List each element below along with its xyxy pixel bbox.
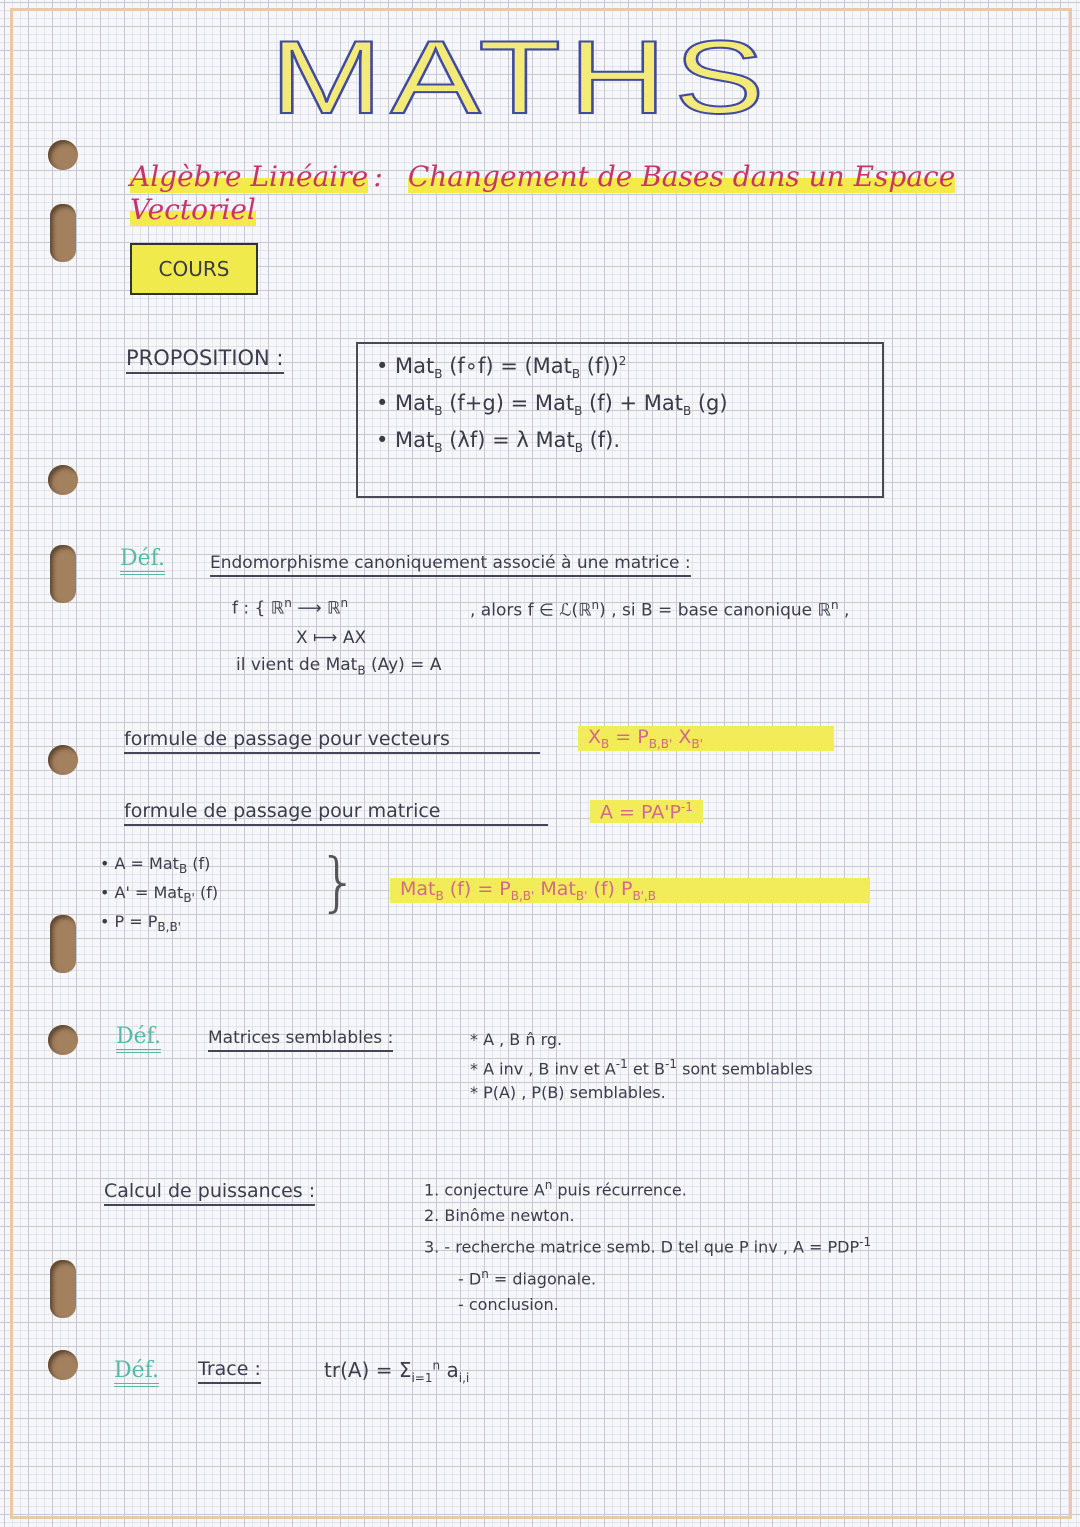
similar-list: [470, 1028, 813, 1105]
step: - conclusion.: [458, 1294, 559, 1314]
step: 2. Binôme newton.: [424, 1206, 575, 1226]
def-tag: Déf.: [114, 1358, 159, 1387]
binder-hole: [50, 545, 76, 603]
powers-steps: [424, 1172, 871, 1318]
step: - $D^n$ = diagonale.: [458, 1266, 597, 1288]
def-tag: Déf.: [116, 1024, 161, 1053]
header: [130, 160, 1080, 226]
page-title: MATHS: [270, 20, 773, 136]
brace: }: [318, 846, 359, 920]
header-separator: :: [373, 160, 383, 193]
list-item: * A , B n̂ rg.: [470, 1030, 563, 1049]
formula-conditions: [100, 852, 218, 940]
binder-hole: [48, 140, 78, 170]
proposition-line: • Mat$_B$ (λf) = λ Mat$_B$ (f).: [376, 428, 621, 456]
formula-matrix-result: Mat$_B$ $(f) = P_{B,B'}$ Mat$_{B'}$ (f) $P_{B',B}$: [390, 878, 870, 903]
trace-formula: $tr(A) = \Sigma_{i=1}^n$ $a_{i,i}$: [324, 1358, 470, 1385]
def-title: Matrices semblables :: [208, 1028, 393, 1052]
step: 3. - recherche matrice semb. D tel que P inv , $A = PDP^{-1}$: [424, 1235, 872, 1257]
def-line: f : { ℝ$^n$ ⟶ ℝ$^n$: [232, 596, 349, 619]
list-item: * P(A) , P(B) semblables.: [470, 1083, 666, 1103]
subject-heading: Algèbre Linéaire: [130, 160, 369, 193]
def-line: , alors f ∈ ℒ(ℝ$^n$) , si B = base canonique ℝ$^n$ ,: [470, 598, 850, 621]
binder-hole: [50, 204, 76, 262]
binder-hole: [48, 465, 78, 495]
list-item: * A inv , B inv et $A^{-1}$ et $B^{-1}$ sont semblables: [470, 1057, 813, 1079]
condition: • A' = Mat$_{B'}$ (f): [100, 883, 219, 906]
binder-hole: [48, 745, 78, 775]
proposition-line: • Mat$_B$ (f∘f) = (Mat$_B$ (f))$^2$: [376, 354, 627, 382]
def-tag: Déf.: [120, 546, 165, 575]
def-title: Trace :: [198, 1358, 261, 1384]
formula-matrix-label: formule de passage pour matrice: [124, 800, 548, 826]
condition: • $P = P_{B,B'}$: [100, 912, 181, 935]
proposition-label: PROPOSITION :: [126, 346, 284, 374]
binder-hole: [50, 1260, 76, 1318]
def-title: Endomorphisme canoniquement associé à une matrice :: [210, 553, 691, 577]
formula-matrix: $A = PA'P^{-1}$: [590, 800, 703, 823]
def-line: X ⟼ AX: [296, 628, 367, 648]
binder-hole: [50, 915, 76, 973]
formula-vectors: $X_B = P_{B,B'}$ $X_{B'}$: [578, 726, 834, 751]
binder-hole: [48, 1350, 78, 1380]
step: 1. conjecture $A^n$ puis récurrence.: [424, 1178, 687, 1200]
cours-badge: COURS: [130, 243, 258, 295]
proposition-box: [356, 342, 884, 498]
condition: • A = Mat$_B$ (f): [100, 854, 211, 877]
binder-hole: [48, 1025, 78, 1055]
proposition-line: • Mat$_B$ (f+g) = Mat$_B$ (f) + Mat$_B$ (g): [376, 391, 728, 419]
powers-label: Calcul de puissances :: [104, 1180, 315, 1206]
formula-vectors-label: formule de passage pour vecteurs: [124, 728, 540, 754]
def-line: il vient de Mat$_B$ (Ay) = A: [236, 655, 442, 678]
topic-heading: Changement de Bases dans un Espace Vectoriel: [130, 160, 956, 226]
